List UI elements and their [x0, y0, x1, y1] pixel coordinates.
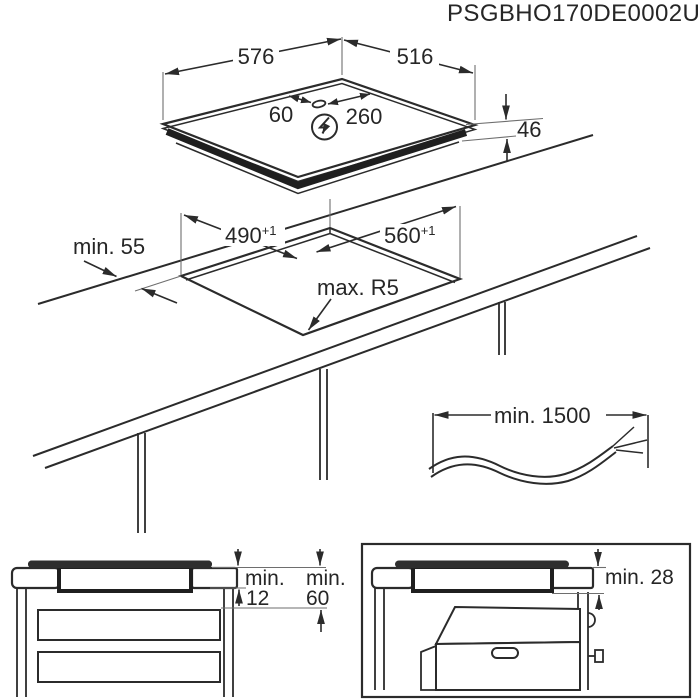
oven-knob	[588, 650, 603, 662]
worktop-left-piece	[12, 568, 60, 588]
drawer-min-value: 60	[306, 587, 330, 610]
hob-isometric-view	[163, 37, 543, 194]
cutout-width-label: $560^{+1}$	[384, 223, 436, 248]
hob-depth-label: 516	[396, 44, 434, 69]
hob-width-label: 576	[237, 44, 275, 69]
cabinet-walls	[17, 588, 233, 697]
mains-cable-view	[429, 403, 648, 484]
cable-drawing	[429, 427, 647, 484]
cable-wire-ends	[613, 427, 647, 453]
oven-top-face	[436, 607, 580, 644]
worktop-right-piece	[192, 568, 237, 588]
cable-offset-right-label: 260	[345, 104, 383, 129]
hob-glass-profile	[395, 561, 569, 569]
worktop-cutout-view	[33, 135, 650, 533]
product-code: PSGBHO170DE0002U	[447, 0, 700, 27]
drawer-clearance-section	[12, 549, 346, 697]
oven-side-panel	[421, 646, 436, 690]
worktop-min-value: 12	[246, 587, 270, 610]
edge-clearance-label: min. 55	[73, 234, 146, 259]
worktop-min-label: min.	[245, 567, 285, 590]
worktop-left-piece	[372, 568, 414, 588]
hob-body-profile	[413, 567, 552, 591]
worktop-right-piece	[552, 568, 593, 588]
oven-front	[436, 642, 580, 690]
hob-height-label: 46	[517, 117, 542, 142]
corner-radius-label: max. R5	[317, 275, 399, 300]
hob-glass-profile-top	[28, 561, 212, 569]
oven-clearance-section	[362, 544, 690, 697]
cable-offset-left-label: 60	[268, 102, 294, 127]
cutout-depth-label: $490^{+1}$	[225, 223, 277, 248]
hob-body-profile	[59, 567, 191, 591]
lightning-bolt-icon	[312, 115, 337, 140]
worktop-legs	[138, 302, 505, 533]
oven-hinge-bump	[588, 613, 595, 627]
drawer-min-label: min.	[306, 567, 346, 590]
cable-length-label: min. 1500	[494, 403, 591, 428]
drawer-upper	[38, 610, 220, 640]
drawer-lower	[38, 652, 220, 682]
oven-clearance-label: min. 28	[605, 566, 674, 589]
built-in-oven	[421, 607, 603, 690]
